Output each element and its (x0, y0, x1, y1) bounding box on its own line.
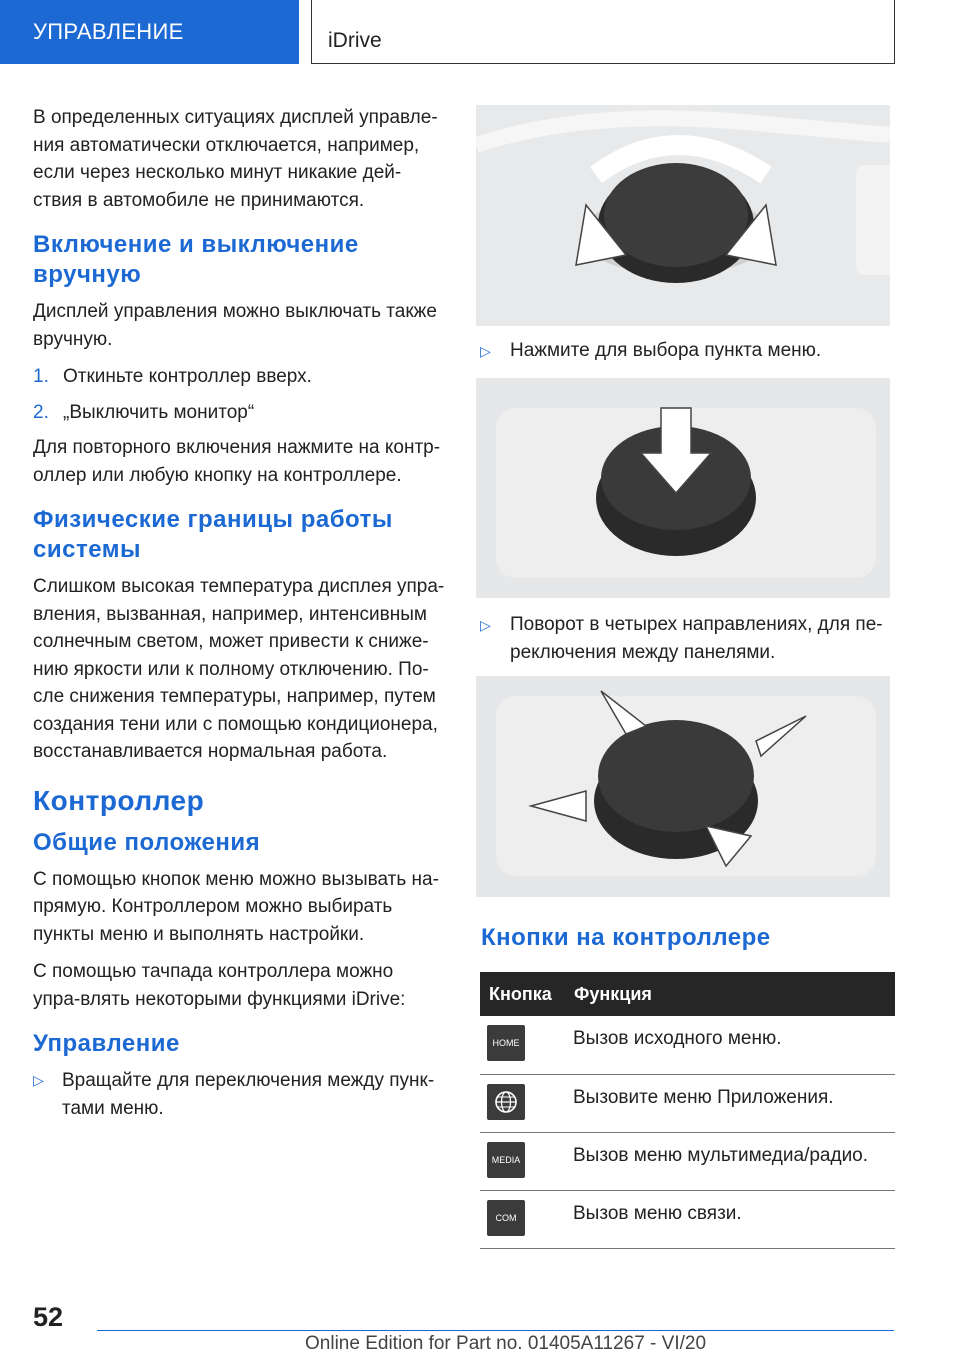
limits-paragraph: Слишком высокая температура дисплея упра-вления, вызванная, например, интенсивным солнечным светом, может привести к сниже-нию яркости или к полному отключению. По-сле снижения температуры, например, путем создания тени или с помощью кондиционера, восстанавливается нормальная работа. (33, 576, 445, 762)
table-cell-function: Вызов меню мультимедиа/радио. (572, 1132, 895, 1190)
com-button-icon: COM (487, 1200, 525, 1236)
table-cell-function: Вызовите меню Приложения. (572, 1074, 895, 1132)
reenable-paragraph: Для повторного включения нажмите на контр-оллер или любую кнопку на контроллере. (33, 437, 441, 486)
general-paragraph-2: С помощью тачпада контроллера можно упра-влять некоторыми функциями iDrive: (33, 961, 406, 1010)
general-paragraph-1: С помощью кнопок меню можно вызывать на-прямую. Контроллером можно выбирать пункты меню и выполнять настройки. (33, 868, 439, 945)
page-number: 52 (33, 1302, 64, 1332)
table-row (480, 1016, 895, 1074)
heading-general: Общие положения (33, 828, 261, 856)
controller-press-illustration (476, 378, 890, 598)
controller-tilt-illustration (476, 676, 890, 897)
heading-limits: Физические границы работы системы (33, 506, 393, 563)
chapter-header: iDrive (311, 0, 895, 64)
bullet-rotate: ▷ Вращайте для переключения между пунк-тами меню. (33, 1067, 445, 1122)
triangle-bullet-icon: ▷ (33, 1072, 44, 1088)
table-title: Кнопки на контроллере (481, 924, 771, 951)
media-button-icon: MEDIA (487, 1142, 525, 1178)
left-column (33, 104, 445, 1122)
table-cell-function: Вызов исходного меню. (572, 1016, 895, 1074)
apps-globe-icon (487, 1084, 525, 1120)
footer-divider (97, 1330, 894, 1331)
triangle-bullet-icon: ▷ (480, 343, 491, 359)
heading-control: Управление (33, 1030, 180, 1057)
table-cell-function: Вызов меню связи. (572, 1190, 895, 1248)
column-header-button: Кнопка (480, 972, 572, 1016)
heading-manual: Включение и выключение вручную (33, 231, 359, 288)
column-header-function: Функция (572, 972, 895, 1016)
step-1: 1. Откиньте контроллер вверх. (33, 366, 312, 387)
table-row (480, 1190, 895, 1248)
controller-buttons-table (480, 972, 895, 1249)
heading-controller: Контроллер (33, 784, 205, 816)
intro-paragraph: В определенных ситуациях дисплей управле-ния автоматически отключается, например, если через несколько минут никакие дей-ствия в автомобиле не принимаются. (33, 107, 438, 211)
home-button-icon: HOME (487, 1025, 525, 1061)
bullet-press: ▷ Нажмите для выбора пункта меню. (476, 337, 896, 365)
table-row (480, 1074, 895, 1132)
controller-rotate-illustration (476, 105, 890, 326)
table-header-row (480, 972, 895, 1016)
bullet-tilt: ▷ Поворот в четырех направлениях, для пе-реключения между панелями. (476, 611, 896, 667)
footer-edition: Online Edition for Part no. 01405A11267 - VI/20 (305, 1333, 707, 1354)
manual-paragraph: Дисплей управления можно выключать также вручную. (33, 301, 437, 350)
triangle-bullet-icon: ▷ (480, 617, 491, 633)
step-2: 2. „Выключить монитор“ (33, 401, 255, 423)
section-header: УПРАВЛЕНИЕ (0, 0, 299, 64)
table-row (480, 1132, 895, 1190)
